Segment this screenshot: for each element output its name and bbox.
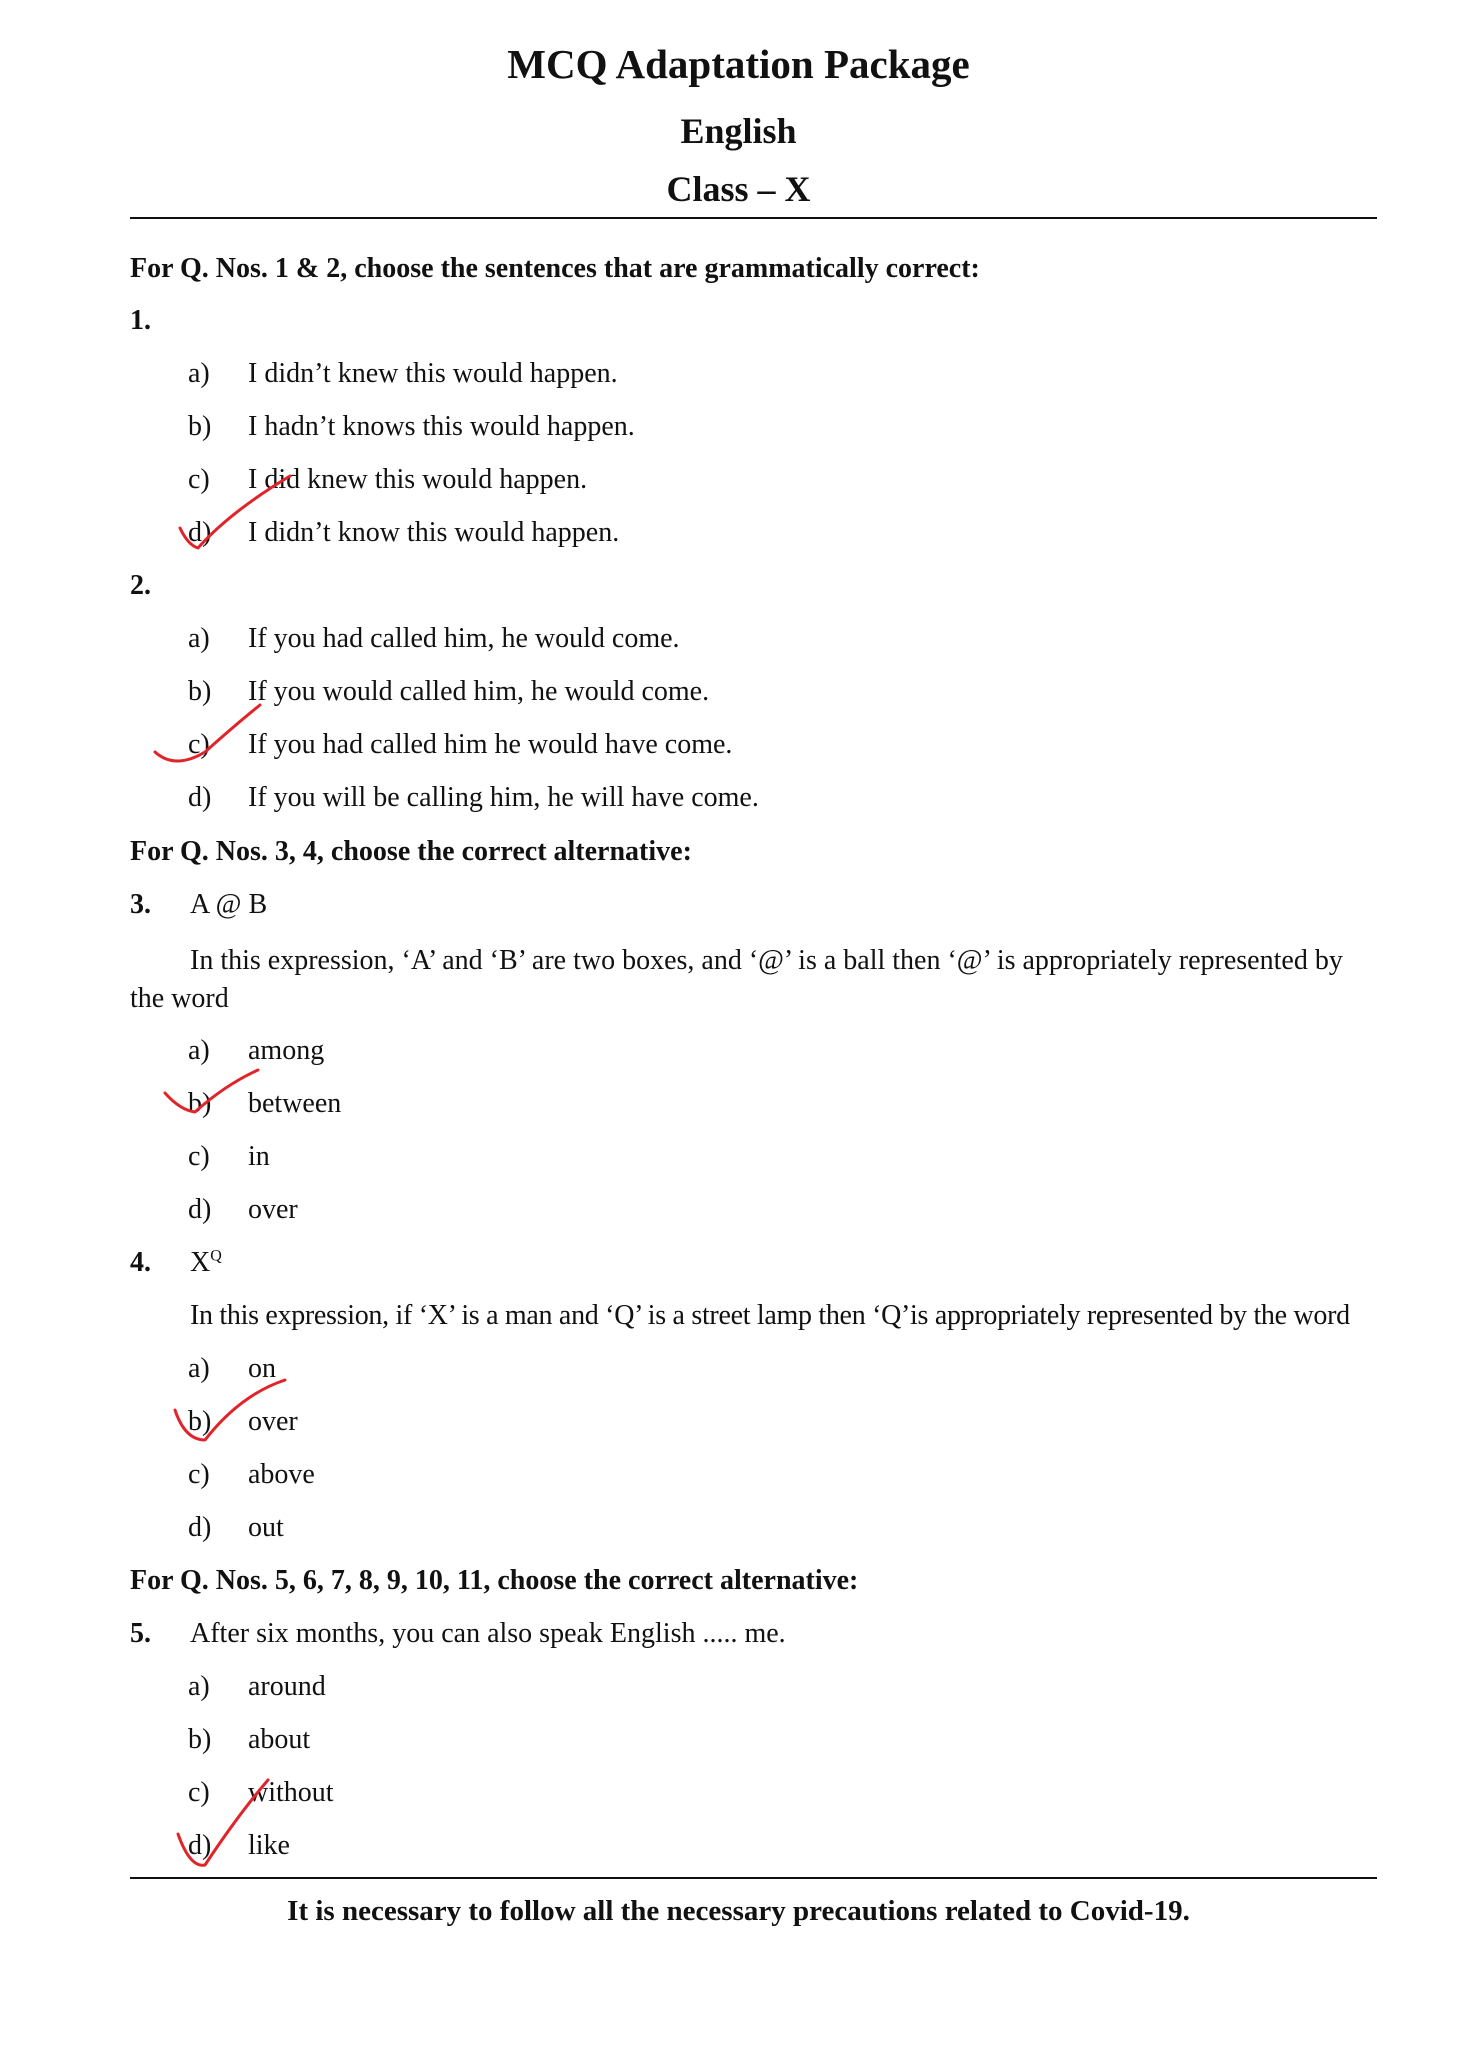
option-q5-b [188,1724,310,1760]
option-q4-a [188,1353,276,1389]
option-letter: b) [188,1088,212,1119]
option-text: over [248,1406,298,1437]
option-letter: a) [188,1671,210,1702]
expression-base: X [190,1247,211,1278]
question-number: 5. [130,1618,151,1649]
header-divider [130,217,1377,219]
option-letter: b) [188,676,212,707]
option-q3-b [188,1088,341,1124]
option-letter: b) [188,411,212,442]
option-text: If you would called him, he would come. [248,676,710,707]
question-number: 4. [130,1247,151,1278]
option-letter: d) [188,782,212,813]
option-q1-b [188,411,635,447]
option-text: on [248,1353,276,1384]
option-q4-c [188,1459,315,1495]
option-text: over [248,1194,298,1225]
option-letter: a) [188,623,210,654]
footer-notice: It is necessary to follow all the necessary precautions related to Covid-19. [287,1895,1190,1927]
section-instruction-2: For Q. Nos. 3, 4, choose the correct alternative: [130,836,692,867]
footer-divider [130,1877,1377,1879]
option-text: around [248,1671,326,1702]
option-text: like [248,1830,290,1861]
question-text: After six months, you can also speak English ..... me. [190,1618,786,1649]
option-text: in [248,1141,270,1172]
option-letter: b) [188,1724,212,1755]
question-number: 1. [130,305,151,336]
option-q1-d [188,517,619,553]
option-letter: c) [188,1141,210,1172]
option-text: without [248,1777,334,1808]
option-letter: b) [188,1406,212,1437]
question-expression: A @ B [190,889,268,920]
option-q3-a [188,1035,324,1071]
expression-superscript: Q [210,1247,222,1265]
option-q3-d [188,1194,298,1230]
question-number: 2. [130,570,151,601]
option-text: among [248,1035,325,1066]
option-letter: a) [188,1035,210,1066]
option-text: I did knew this would happen. [248,464,588,495]
option-text: If you will be calling him, he will have come. [248,782,759,813]
option-q2-d [188,782,759,818]
question-number: 3. [130,889,151,920]
option-q5-c [188,1777,334,1813]
option-q1-c [188,464,587,500]
option-text: out [248,1512,284,1543]
option-q2-c [188,729,732,765]
option-text: I didn’t know this would happen. [248,517,620,548]
option-q5-d [188,1830,290,1866]
option-q2-b [188,676,709,712]
option-letter: a) [188,358,210,389]
option-text: about [248,1724,311,1755]
option-q2-a [188,623,680,659]
option-q5-a [188,1671,326,1707]
class-heading: Class – X [666,169,811,209]
option-text: I hadn’t knows this would happen. [248,411,635,442]
section-instruction-1: For Q. Nos. 1 & 2, choose the sentences that are grammatically correct: [130,253,980,284]
option-letter: d) [188,1512,212,1543]
option-letter: d) [188,1830,212,1861]
subject-heading: English [680,111,797,151]
question-expression [190,1247,222,1279]
question-paragraph: In this expression, ‘A’ and ‘B’ are two boxes, and ‘@’ is a ball then ‘@’ is appropriately represented by the word [130,945,1343,1014]
option-text: If you had called him he would have come. [248,729,733,760]
question-paragraph: In this expression, if ‘X’ is a man and ‘Q’ is a street lamp then ‘Q’is appropriately represented by the word [190,1300,1350,1331]
option-text: If you had called him, he would come. [248,623,680,654]
option-text: between [248,1088,342,1119]
option-letter: c) [188,1777,210,1808]
option-text: I didn’t knew this would happen. [248,358,618,389]
option-q4-b [188,1406,298,1442]
option-q3-c [188,1141,270,1177]
option-letter: c) [188,729,210,760]
option-letter: a) [188,1353,210,1384]
option-q4-d [188,1512,284,1548]
option-q1-a [188,358,618,394]
document-title: MCQ Adaptation Package [507,41,970,87]
option-letter: c) [188,464,210,495]
option-letter: c) [188,1459,210,1490]
option-letter: d) [188,1194,212,1225]
option-text: above [248,1459,315,1490]
option-letter: d) [188,517,212,548]
section-instruction-3: For Q. Nos. 5, 6, 7, 8, 9, 10, 11, choose the correct alternative: [130,1565,859,1596]
